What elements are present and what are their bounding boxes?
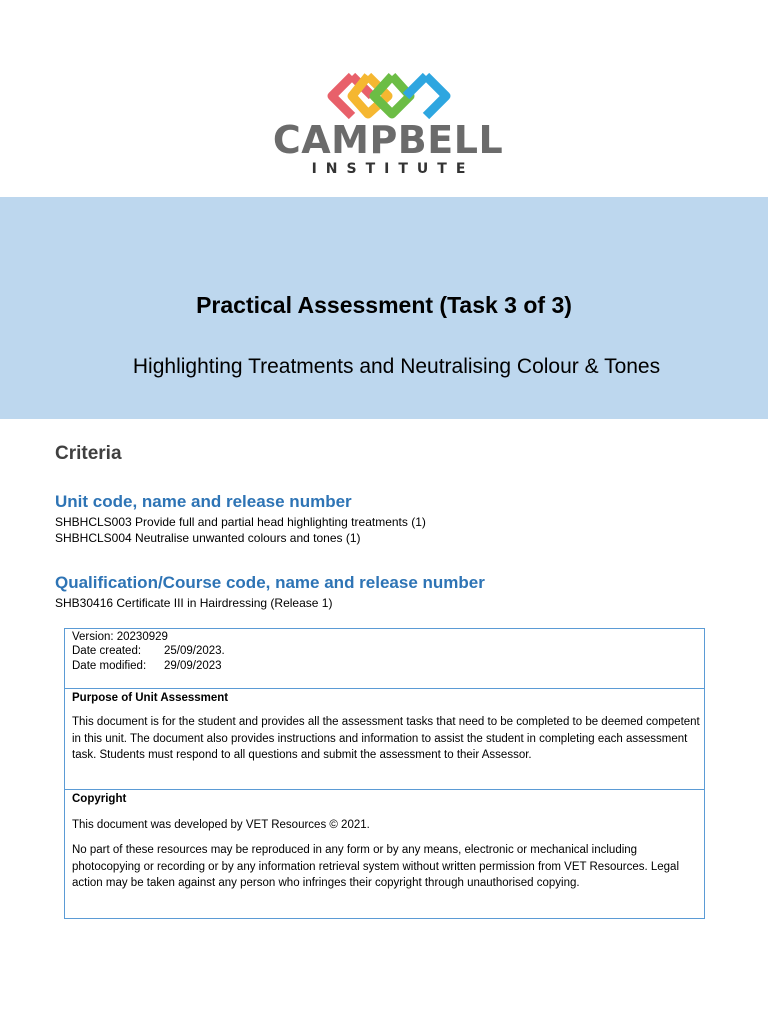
- copyright-row: [65, 790, 704, 918]
- purpose-text: This document is for the student and provides all the assessment tasks that need to be completed to be deemed competent in this unit. The document also provides instructions and information to assist the student in completing each assessment task. Students must respond to all questions and submit the assessment to their Assessor.: [72, 716, 700, 761]
- qualification-heading: Qualification/Course code, name and release number: [55, 573, 485, 592]
- logo-name: CAMPBELL: [272, 118, 504, 162]
- copyright-line: This document was developed by VET Resources © 2021.: [72, 819, 370, 831]
- copyright-text: No part of these resources may be reproduced in any form or by any means, electronic or mechanical including photocopying or recording or by any information retrieval system without written permission from VET Resources. Legal action may be taken against any person who infringes their copyright through unauthorised copying.: [72, 844, 680, 889]
- version-row: [65, 629, 704, 689]
- unit-line: SHBHCLS004 Neutralise unwanted colours and tones (1): [55, 531, 361, 545]
- logo: [0, 0, 768, 196]
- document-info-table: [64, 628, 705, 919]
- version-text: Version: 20230929: [72, 631, 168, 643]
- document-title: Practical Assessment (Task 3 of 3): [196, 292, 572, 318]
- document-subtitle: Highlighting Treatments and Neutralising Colour & Tones: [132, 355, 661, 378]
- date-modified-value: 29/09/2023: [164, 660, 222, 672]
- unit-heading: Unit code, name and release number: [55, 492, 352, 511]
- logo-subtitle: INSTITUTE: [311, 161, 475, 177]
- date-modified-line: [72, 659, 222, 674]
- date-created-label: Date created:: [72, 645, 142, 657]
- criteria-heading: Criteria: [55, 443, 122, 464]
- purpose-row: [65, 689, 704, 790]
- qualification-line: SHB30416 Certificate III in Hairdressing (Release 1): [55, 596, 333, 610]
- date-created-value: 25/09/2023.: [164, 645, 225, 657]
- unit-line: SHBHCLS003 Provide full and partial head highlighting treatments (1): [55, 515, 426, 529]
- date-modified-label: Date modified:: [72, 660, 147, 672]
- copyright-heading: Copyright: [72, 793, 127, 805]
- purpose-heading: Purpose of Unit Assessment: [72, 692, 229, 704]
- title-banner: [0, 197, 768, 419]
- date-created-line: [72, 644, 225, 659]
- campbell-logo-mark-icon: [322, 68, 456, 120]
